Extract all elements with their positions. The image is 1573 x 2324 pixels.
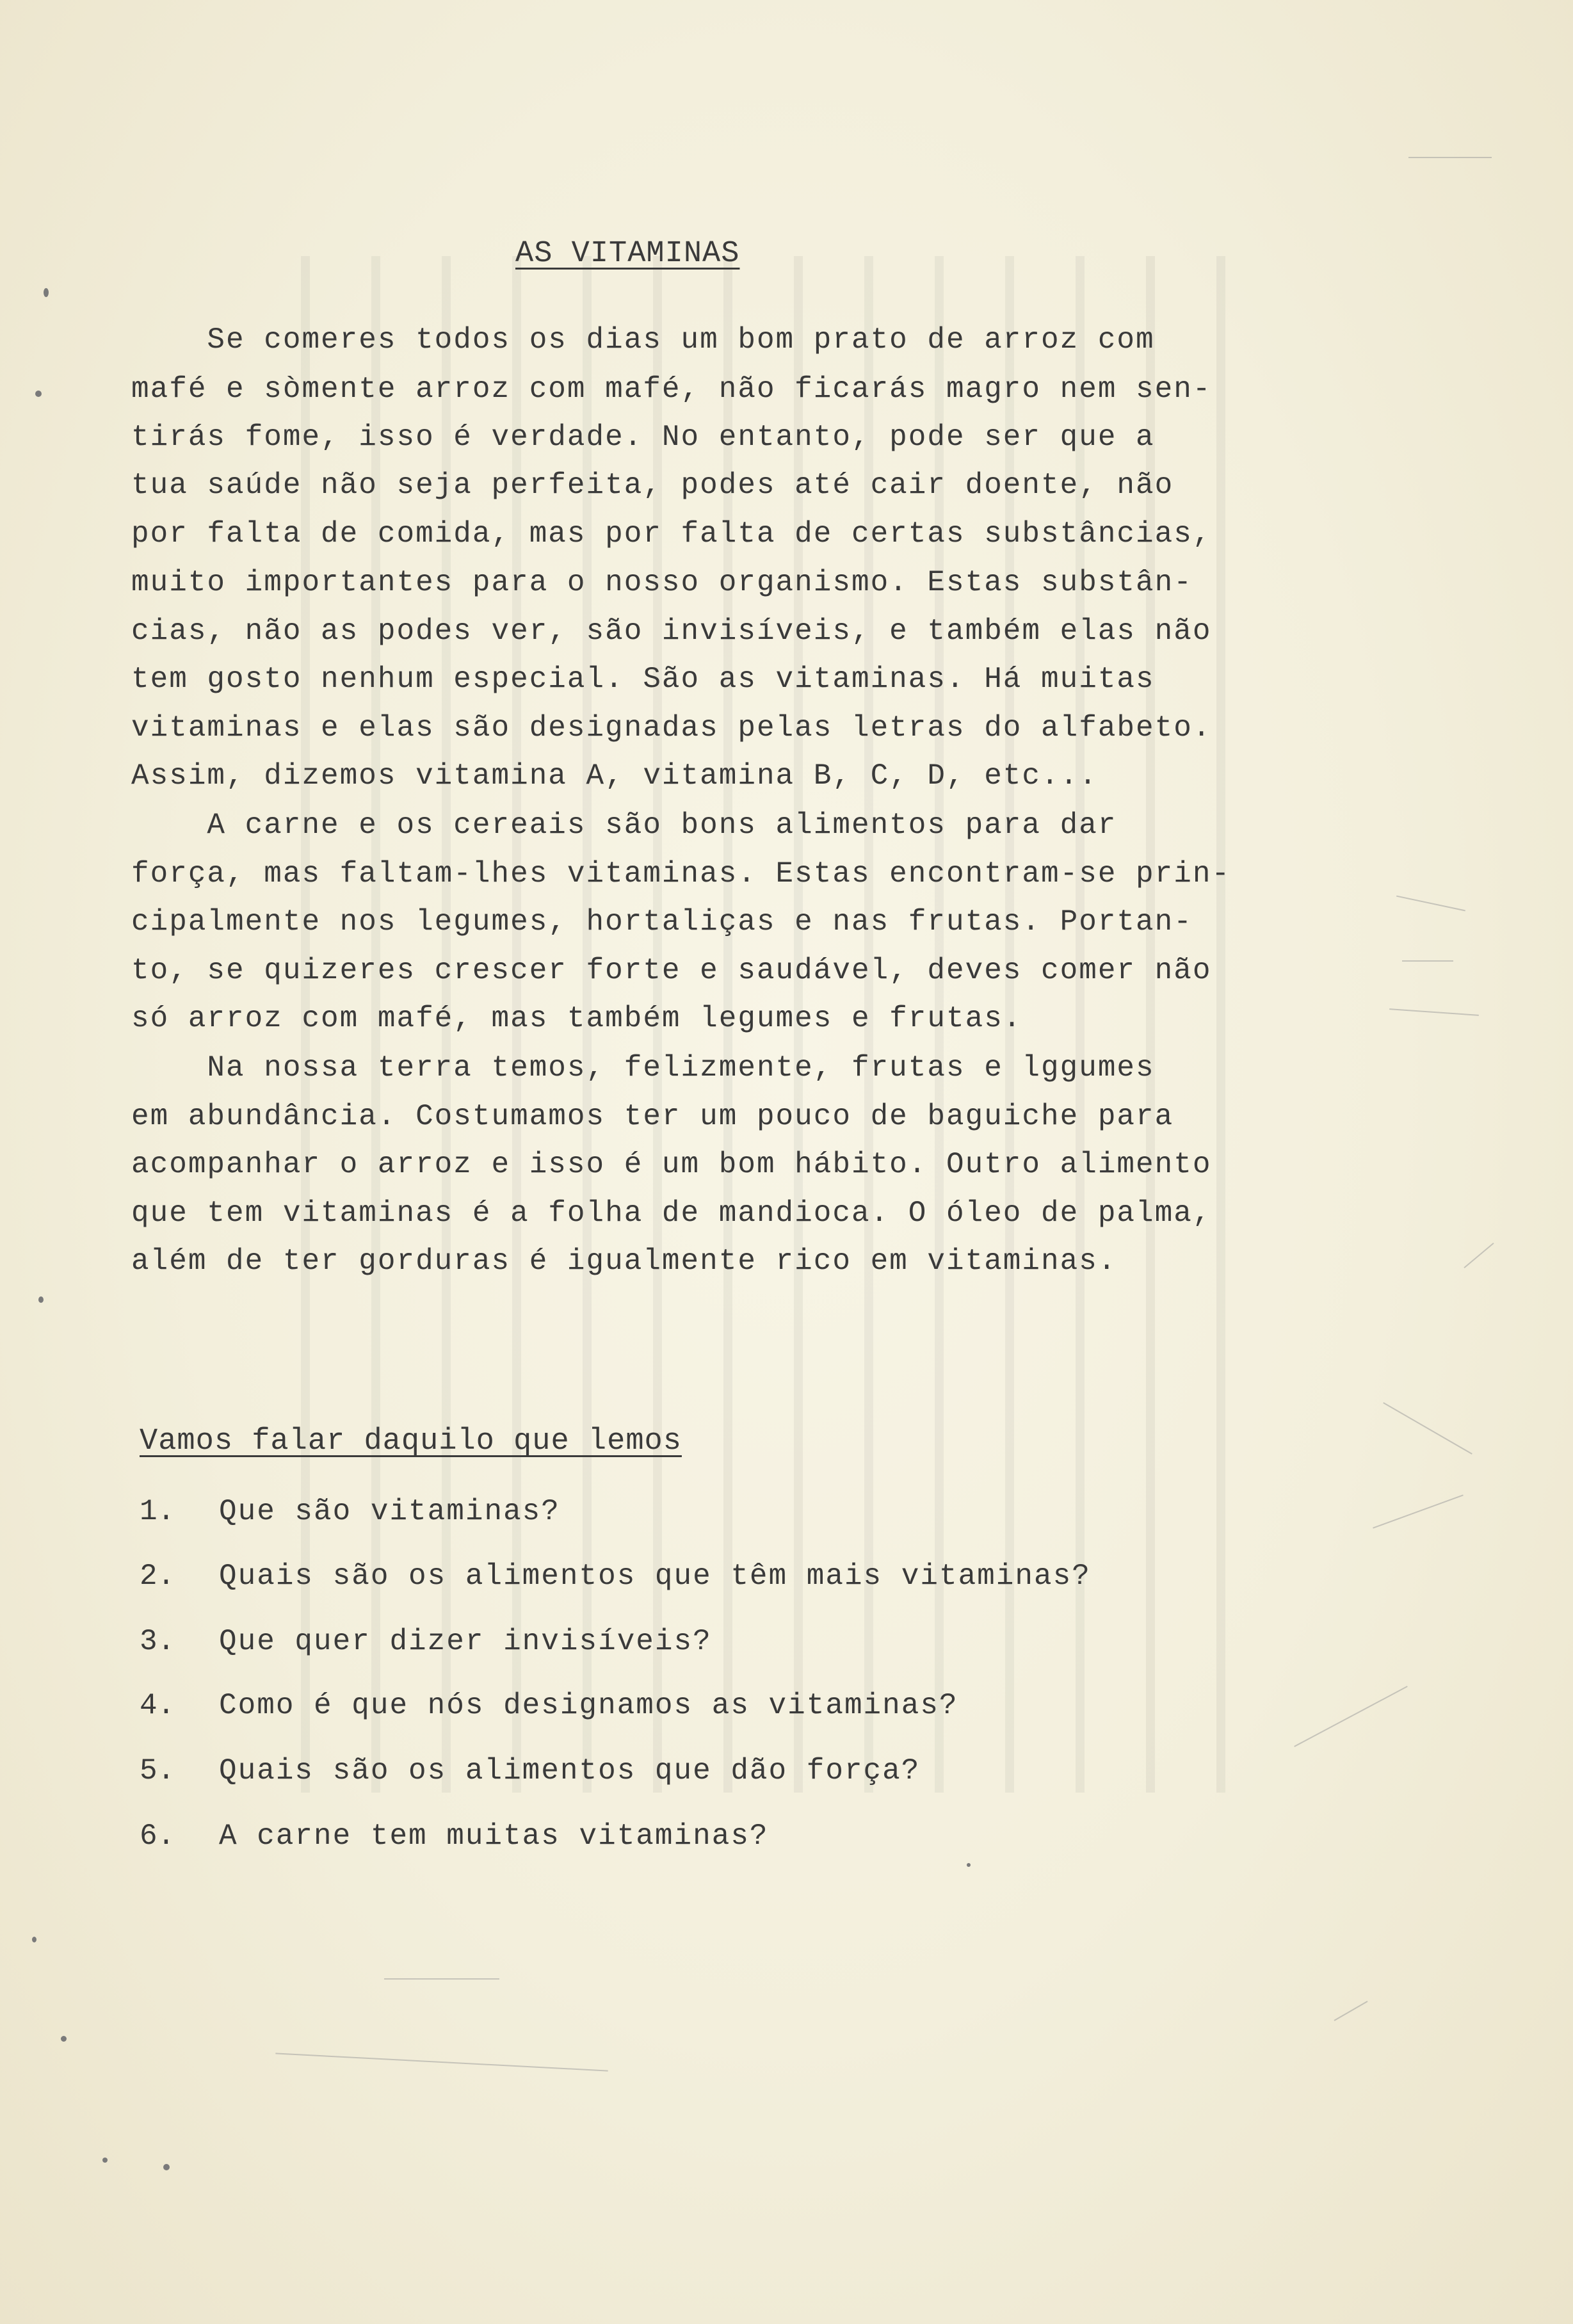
body-line: além de ter gorduras é igualmente rico em vitaminas. <box>131 1245 1117 1278</box>
questions-heading: Vamos falar daquilo que lemos <box>140 1424 682 1458</box>
paper-scratch <box>275 2053 608 2071</box>
question-number: 2. <box>140 1560 175 1593</box>
question-text: Quais são os alimentos que dão força? <box>219 1754 921 1787</box>
paper-scratch <box>1408 157 1492 158</box>
body-line: cias, não as podes ver, são invisíveis, e também elas não <box>131 615 1212 648</box>
question-number: 1. <box>140 1495 175 1528</box>
body-line: Assim, dizemos vitamina A, vitamina B, C, D, etc... <box>131 759 1098 793</box>
body-line: só arroz com mafé, mas também legumes e frutas. <box>131 1002 1022 1035</box>
question-text: Como é que nós designamos as vitaminas? <box>219 1689 958 1722</box>
paper-scratch <box>1334 2001 1368 2021</box>
body-line: em abundância. Costumamos ter um pouco de baguiche para <box>131 1100 1174 1133</box>
question-text: Que são vitaminas? <box>219 1495 560 1528</box>
paper-scratch <box>1464 1243 1494 1268</box>
paper-scratch <box>1402 960 1453 962</box>
body-line: cipalmente nos legumes, hortaliças e nas frutas. Portan- <box>131 905 1193 939</box>
body-line: acompanhar o arroz e isso é um bom hábito. Outro alimento <box>131 1148 1212 1181</box>
question-number: 3. <box>140 1625 175 1658</box>
body-line: tem gosto nenhum especial. São as vitaminas. Há muitas <box>131 663 1155 696</box>
body-line: por falta de comida, mas por falta de certas substâncias, <box>131 517 1212 551</box>
body-line: A carne e os cereais são bons alimentos para dar <box>131 809 1117 842</box>
body-line: força, mas faltam-lhes vitaminas. Estas encontram-se prin- <box>131 857 1231 891</box>
paper-scratch <box>1396 896 1465 912</box>
body-line: Se comeres todos os dias um bom prato de arroz com <box>131 323 1155 357</box>
body-line: vitaminas e elas são designadas pelas letras do alfabeto. <box>131 711 1212 745</box>
body-line: Na nossa terra temos, felizmente, frutas e lggumes <box>131 1051 1155 1085</box>
show-through-text <box>301 256 1261 1921</box>
paper-scratch <box>384 1978 499 1980</box>
question-text: Que quer dizer invisíveis? <box>219 1625 712 1658</box>
document-title: AS VITAMINAS <box>515 237 740 271</box>
body-line: mafé e sòmente arroz com mafé, não ficarás magro nem sen- <box>131 373 1212 406</box>
paper-scratch <box>1373 1494 1464 1528</box>
question-number: 4. <box>140 1689 175 1722</box>
question-number: 6. <box>140 1820 175 1853</box>
paper-scratch <box>1389 1008 1479 1016</box>
paper-scratch <box>1383 1402 1472 1455</box>
body-line: to, se quizeres crescer forte e saudável, deves comer não <box>131 954 1212 987</box>
question-text: A carne tem muitas vitaminas? <box>219 1820 769 1853</box>
paper-scratch <box>1294 1686 1408 1747</box>
question-text: Quais são os alimentos que têm mais vitaminas? <box>219 1560 1091 1593</box>
question-number: 5. <box>140 1754 175 1787</box>
body-line: tua saúde não seja perfeita, podes até cair doente, não <box>131 469 1174 502</box>
body-line: muito importantes para o nosso organismo. Estas substân- <box>131 566 1193 599</box>
body-line: tirás fome, isso é verdade. No entanto, pode ser que a <box>131 421 1155 454</box>
body-line: que tem vitaminas é a folha de mandioca. O óleo de palma, <box>131 1197 1212 1230</box>
